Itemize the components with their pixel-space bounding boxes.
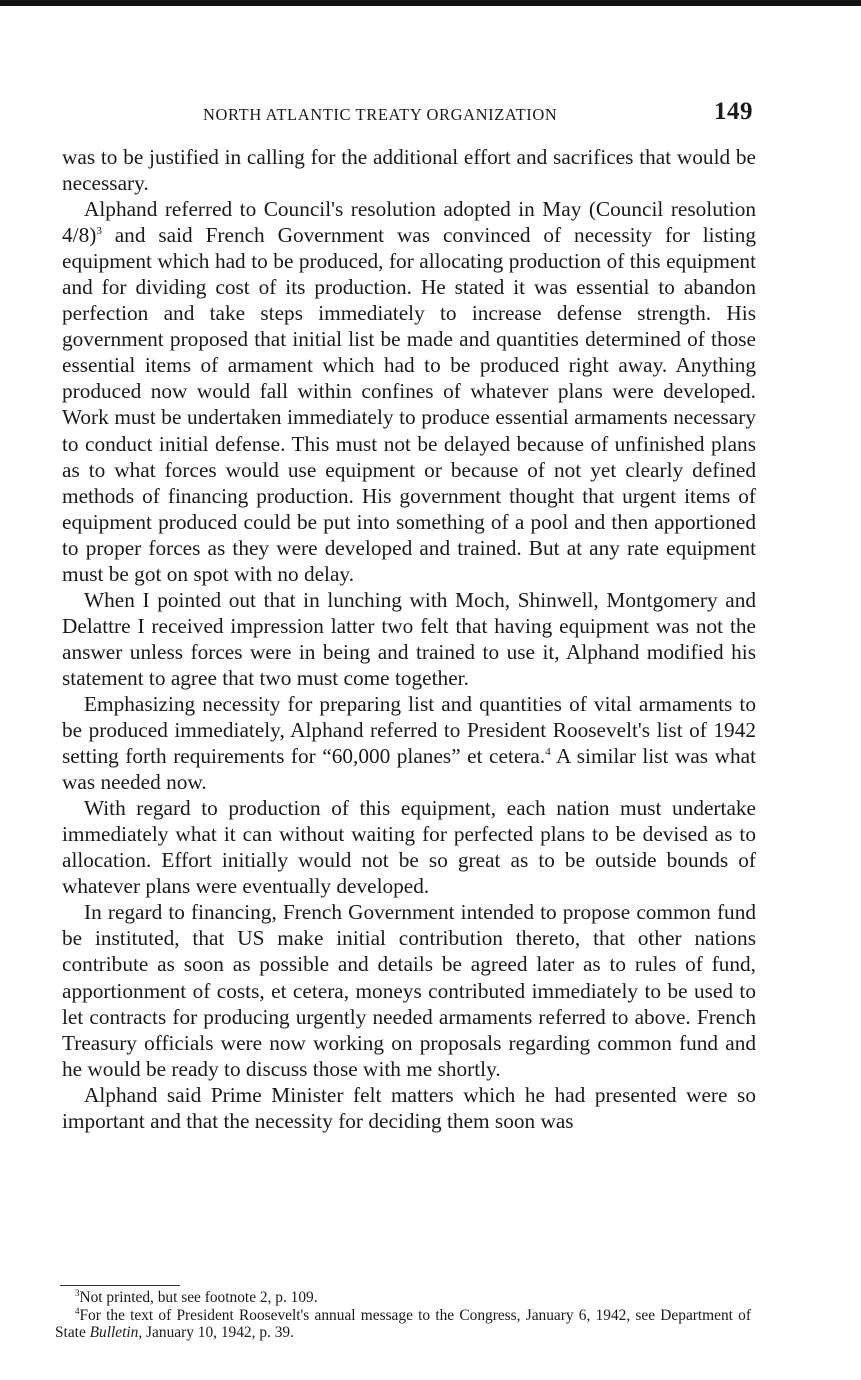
footnote-ref-4: 4 — [545, 745, 551, 758]
paragraph-prime-minister: Alphand said Prime Minister felt matters which he had presented were so important and that the necessity for deciding them soon was — [62, 1082, 756, 1133]
top-border-rule — [0, 0, 861, 6]
footnotes — [55, 1289, 751, 1342]
footnote-ref-3: 3 — [96, 225, 102, 238]
footnote-4 — [55, 1307, 751, 1342]
paragraph-text: and said French Government was convinced of necessity for listing equipment which had to be produced, for allocating production of this equipment and for dividing cost of its production. He stated it was essential to abandon perfection and take steps immediately to increase defense strength. His government proposed that initial list be made and quantities determined of those essential items of armament which had to be produced right away. Anything produced now would fall within confines of whatever plans were developed. Work must be undertaken immediately to produce essential armaments necessary to conduct initial defense. This must not be delayed because of unfinished plans as to what forces would use equipment or because of not yet clearly defined methods of financing production. His government thought that urgent items of equipment produced could be put into something of a pool and then apportioned to proper forces as they were developed and trained. But at any rate equipment must be got on spot with no delay. — [62, 223, 756, 586]
paragraph-production: With regard to production of this equipment, each nation must undertake immediately what it can without waiting for perfected plans to be devised as to allocation. Effort initially would not be so great as to be outside bounds of whatever plans were eventually developed. — [62, 796, 756, 899]
footnote-divider — [60, 1285, 180, 1286]
paragraph-financing: In regard to financing, French Government intended to propose common fund be instituted, that US make initial contribution thereto, that other nations contribute as soon as possible and details be agreed later as to rules of fund, apportionment of costs, et cetera, moneys contributed immediately to be used to let contracts for producing urgently needed armaments referred to above. French Treasury officials were now working on proposals regarding common fund and he would be ready to discuss those with me shortly. — [62, 900, 756, 1081]
paragraph-continued: was to be justified in calling for the additional effort and sacrifices that would be necessary. — [62, 145, 756, 196]
paragraph-text: A similar list was what was needed now. — [62, 744, 756, 795]
paragraph-lunching: When I pointed out that in lunching with Moch, Shinwell, Montgomery and Delattre I received impression latter two felt that having equipment was not the answer unless forces were in being and trained to use it, Alphand modified his statement to agree that two must come together. — [62, 587, 756, 690]
body-text — [62, 144, 756, 1134]
page-header — [0, 98, 861, 132]
footnote-3 — [55, 1289, 751, 1307]
paragraph-emphasizing — [62, 691, 756, 795]
footnote-italic-title: Bulletin — [89, 1324, 139, 1341]
paragraph-text: Emphasizing necessity for preparing list and quantities of vital armaments to be produced immediately, Alphand referred to President Roosevelt's list of 1942 setting forth requirements for “60,000 planes” et cetera. — [62, 691, 756, 769]
page-number: 149 — [714, 98, 753, 125]
footnote-text: For the text of President Roosevelt's annual message to the Congress, January 6, 1942, see Department of State — [55, 1306, 751, 1341]
paragraph-alphand-resolution — [62, 196, 756, 587]
running-title: NORTH ATLANTIC TREATY ORGANIZATION — [203, 105, 558, 124]
footnote-text: , January 10, 1942, p. 39. — [138, 1324, 294, 1341]
footnote-text: Not printed, but see footnote 2, p. 109. — [79, 1289, 318, 1306]
footnote-mark: 4 — [75, 1305, 80, 1316]
paragraph-text: Alphand referred to Council's resolution adopted in May (Council resolution 4/8) — [62, 197, 756, 248]
footnote-mark: 3 — [75, 1287, 80, 1298]
